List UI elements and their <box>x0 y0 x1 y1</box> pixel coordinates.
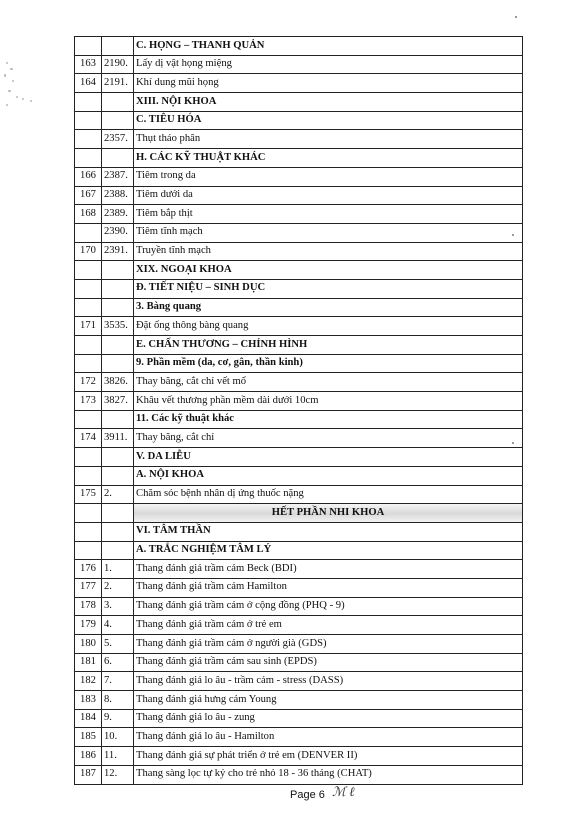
table-row <box>75 709 523 728</box>
code-cell: 2. <box>102 578 134 597</box>
code-cell: 1. <box>102 560 134 579</box>
table-row <box>75 597 523 616</box>
procedure-name-cell: Tiêm dưới da <box>134 186 523 205</box>
scan-speck <box>12 80 14 82</box>
procedure-name-cell: Tiêm trong da <box>134 167 523 186</box>
section-end-banner-row <box>75 504 523 523</box>
code-cell: 2357. <box>102 130 134 149</box>
code-cell <box>102 37 134 56</box>
stt-cell <box>75 149 102 168</box>
section-heading-row <box>75 149 523 168</box>
stt-cell <box>75 522 102 541</box>
section-heading-cell: XIX. NGOẠI KHOA <box>134 261 523 280</box>
table-row <box>75 167 523 186</box>
table-row <box>75 635 523 654</box>
stt-cell <box>75 261 102 280</box>
code-cell: 2388. <box>102 186 134 205</box>
section-heading-cell: A. NỘI KHOA <box>134 466 523 485</box>
scan-artifact <box>0 60 40 130</box>
stt-cell <box>75 504 102 523</box>
section-heading-cell: 11. Các kỹ thuật khác <box>134 410 523 429</box>
section-heading-row <box>75 448 523 467</box>
table-row <box>75 691 523 710</box>
section-heading-row <box>75 37 523 56</box>
table-row <box>75 429 523 448</box>
stt-cell <box>75 410 102 429</box>
initials-signature: ℳ ℓ <box>332 784 355 799</box>
section-heading-row <box>75 466 523 485</box>
stt-cell <box>75 298 102 317</box>
code-cell: 3535. <box>102 317 134 336</box>
scan-speck <box>8 90 11 92</box>
section-heading-cell: XIII. NỘI KHOA <box>134 93 523 112</box>
section-heading-cell: 3. Bàng quang <box>134 298 523 317</box>
table-row <box>75 578 523 597</box>
section-heading-row <box>75 522 523 541</box>
code-cell: 12. <box>102 765 134 784</box>
section-heading-cell: A. TRẮC NGHIỆM TÂM LÝ <box>134 541 523 560</box>
stt-cell <box>75 93 102 112</box>
code-cell: 2190. <box>102 55 134 74</box>
stt-cell: 163 <box>75 55 102 74</box>
procedure-name-cell: Thang đánh giá lo âu - Hamilton <box>134 728 523 747</box>
procedure-name-cell: Thang đánh giá trầm cảm Hamilton <box>134 578 523 597</box>
procedure-name-cell: Đặt ống thông bàng quang <box>134 317 523 336</box>
procedure-name-cell: Thang đánh giá trầm cảm ở trẻ em <box>134 616 523 635</box>
table-row <box>75 317 523 336</box>
procedure-name-cell: Tiêm bắp thịt <box>134 205 523 224</box>
table-row <box>75 55 523 74</box>
stt-cell <box>75 111 102 130</box>
stt-cell <box>75 37 102 56</box>
code-cell <box>102 336 134 355</box>
code-cell: 3827. <box>102 392 134 411</box>
procedure-name-cell: Thang đánh giá trầm cảm Beck (BDI) <box>134 560 523 579</box>
code-cell <box>102 261 134 280</box>
stt-cell <box>75 354 102 373</box>
code-cell: 4. <box>102 616 134 635</box>
stt-cell: 167 <box>75 186 102 205</box>
scan-speck <box>6 62 8 64</box>
section-heading-cell: VI. TÂM THẦN <box>134 522 523 541</box>
table-row <box>75 560 523 579</box>
code-cell <box>102 504 134 523</box>
stt-cell: 182 <box>75 672 102 691</box>
banner-cell: HẾT PHẦN NHI KHOA <box>134 504 523 523</box>
code-cell <box>102 354 134 373</box>
table-row <box>75 242 523 261</box>
code-cell <box>102 522 134 541</box>
stt-cell: 170 <box>75 242 102 261</box>
procedure-table <box>74 36 523 785</box>
section-heading-row <box>75 93 523 112</box>
table-row <box>75 672 523 691</box>
code-cell <box>102 541 134 560</box>
code-cell: 3826. <box>102 373 134 392</box>
procedure-name-cell: Thay băng, cắt chỉ vết mổ <box>134 373 523 392</box>
code-cell: 2391. <box>102 242 134 261</box>
stt-cell <box>75 448 102 467</box>
scan-speck <box>16 96 18 98</box>
stt-cell <box>75 130 102 149</box>
stt-cell: 177 <box>75 578 102 597</box>
table-row <box>75 223 523 242</box>
section-heading-row <box>75 298 523 317</box>
table-row <box>75 616 523 635</box>
procedure-name-cell: Khâu vết thương phần mềm dài dưới 10cm <box>134 392 523 411</box>
stt-cell <box>75 336 102 355</box>
page-number: Page 6 <box>290 789 325 801</box>
section-heading-cell: Đ. TIẾT NIỆU – SINH DỤC <box>134 279 523 298</box>
code-cell: 8. <box>102 691 134 710</box>
code-cell: 9. <box>102 709 134 728</box>
code-cell: 10. <box>102 728 134 747</box>
code-cell: 7. <box>102 672 134 691</box>
stt-cell: 176 <box>75 560 102 579</box>
code-cell <box>102 279 134 298</box>
table-row <box>75 74 523 93</box>
scan-speck <box>22 98 24 100</box>
scan-speck <box>4 74 6 77</box>
stt-cell <box>75 223 102 242</box>
stt-cell: 174 <box>75 429 102 448</box>
table-row <box>75 392 523 411</box>
stt-cell <box>75 541 102 560</box>
procedure-name-cell: Truyền tĩnh mạch <box>134 242 523 261</box>
stt-cell: 178 <box>75 597 102 616</box>
section-heading-cell: C. HỌNG – THANH QUẢN <box>134 37 523 56</box>
procedure-name-cell: Thang đánh giá trầm cảm sau sinh (EPDS) <box>134 653 523 672</box>
procedure-name-cell: Thang đánh giá lo âu - zung <box>134 709 523 728</box>
code-cell <box>102 149 134 168</box>
code-cell <box>102 111 134 130</box>
stt-cell: 179 <box>75 616 102 635</box>
table-row <box>75 747 523 766</box>
code-cell: 11. <box>102 747 134 766</box>
code-cell: 2390. <box>102 223 134 242</box>
table-row <box>75 186 523 205</box>
code-cell: 6. <box>102 653 134 672</box>
section-heading-row <box>75 354 523 373</box>
code-cell: 2387. <box>102 167 134 186</box>
procedure-name-cell: Thang sàng lọc tự kỷ cho trẻ nhỏ 18 - 36 tháng (CHAT) <box>134 765 523 784</box>
scan-speck <box>6 104 8 106</box>
table-row <box>75 728 523 747</box>
procedure-name-cell: Thang đánh giá lo âu - trầm cảm - stress (DASS) <box>134 672 523 691</box>
procedure-name-cell: Thụt tháo phân <box>134 130 523 149</box>
code-cell: 2191. <box>102 74 134 93</box>
code-cell: 2389. <box>102 205 134 224</box>
code-cell <box>102 466 134 485</box>
procedure-name-cell: Thang đánh giá hưng cảm Young <box>134 691 523 710</box>
code-cell: 3911. <box>102 429 134 448</box>
stt-cell: 173 <box>75 392 102 411</box>
procedure-name-cell: Lấy dị vật họng miệng <box>134 55 523 74</box>
section-heading-row <box>75 111 523 130</box>
table-row <box>75 653 523 672</box>
stt-cell: 166 <box>75 167 102 186</box>
section-heading-row <box>75 410 523 429</box>
stt-cell <box>75 279 102 298</box>
code-cell: 5. <box>102 635 134 654</box>
table-row <box>75 765 523 784</box>
table-row <box>75 485 523 504</box>
stt-cell: 168 <box>75 205 102 224</box>
procedure-name-cell: Thay băng, cắt chỉ <box>134 429 523 448</box>
code-cell <box>102 298 134 317</box>
stt-cell: 186 <box>75 747 102 766</box>
code-cell <box>102 410 134 429</box>
stt-cell: 175 <box>75 485 102 504</box>
procedure-name-cell: Khí dung mũi họng <box>134 74 523 93</box>
code-cell: 3. <box>102 597 134 616</box>
scan-speck <box>10 68 13 70</box>
stt-cell: 183 <box>75 691 102 710</box>
scan-speck <box>515 16 517 18</box>
section-heading-row <box>75 261 523 280</box>
procedure-name-cell: Thang đánh giá trầm cảm ở cộng đồng (PHQ - 9) <box>134 597 523 616</box>
section-heading-cell: H. CÁC KỸ THUẬT KHÁC <box>134 149 523 168</box>
stt-cell: 172 <box>75 373 102 392</box>
procedure-name-cell: Thang đánh giá sự phát triển ở trẻ em (DENVER II) <box>134 747 523 766</box>
code-cell <box>102 448 134 467</box>
procedure-name-cell: Thang đánh giá trầm cảm ở người già (GDS) <box>134 635 523 654</box>
section-heading-cell: C. TIÊU HÓA <box>134 111 523 130</box>
table-row <box>75 373 523 392</box>
section-heading-row <box>75 336 523 355</box>
stt-cell <box>75 466 102 485</box>
code-cell: 2. <box>102 485 134 504</box>
section-heading-cell: 9. Phần mềm (da, cơ, gân, thần kinh) <box>134 354 523 373</box>
section-heading-row <box>75 279 523 298</box>
section-heading-cell: E. CHẤN THƯƠNG – CHỈNH HÌNH <box>134 336 523 355</box>
stt-cell: 181 <box>75 653 102 672</box>
code-cell <box>102 93 134 112</box>
section-heading-cell: V. DA LIỄU <box>134 448 523 467</box>
stt-cell: 171 <box>75 317 102 336</box>
section-heading-row <box>75 541 523 560</box>
stt-cell: 184 <box>75 709 102 728</box>
table-row <box>75 130 523 149</box>
procedure-name-cell: Tiêm tĩnh mạch <box>134 223 523 242</box>
table-row <box>75 205 523 224</box>
stt-cell: 185 <box>75 728 102 747</box>
procedure-name-cell: Chăm sóc bệnh nhân dị ứng thuốc nặng <box>134 485 523 504</box>
stt-cell: 187 <box>75 765 102 784</box>
procedure-table-body <box>75 37 523 785</box>
scan-speck <box>30 100 32 102</box>
stt-cell: 180 <box>75 635 102 654</box>
stt-cell: 164 <box>75 74 102 93</box>
